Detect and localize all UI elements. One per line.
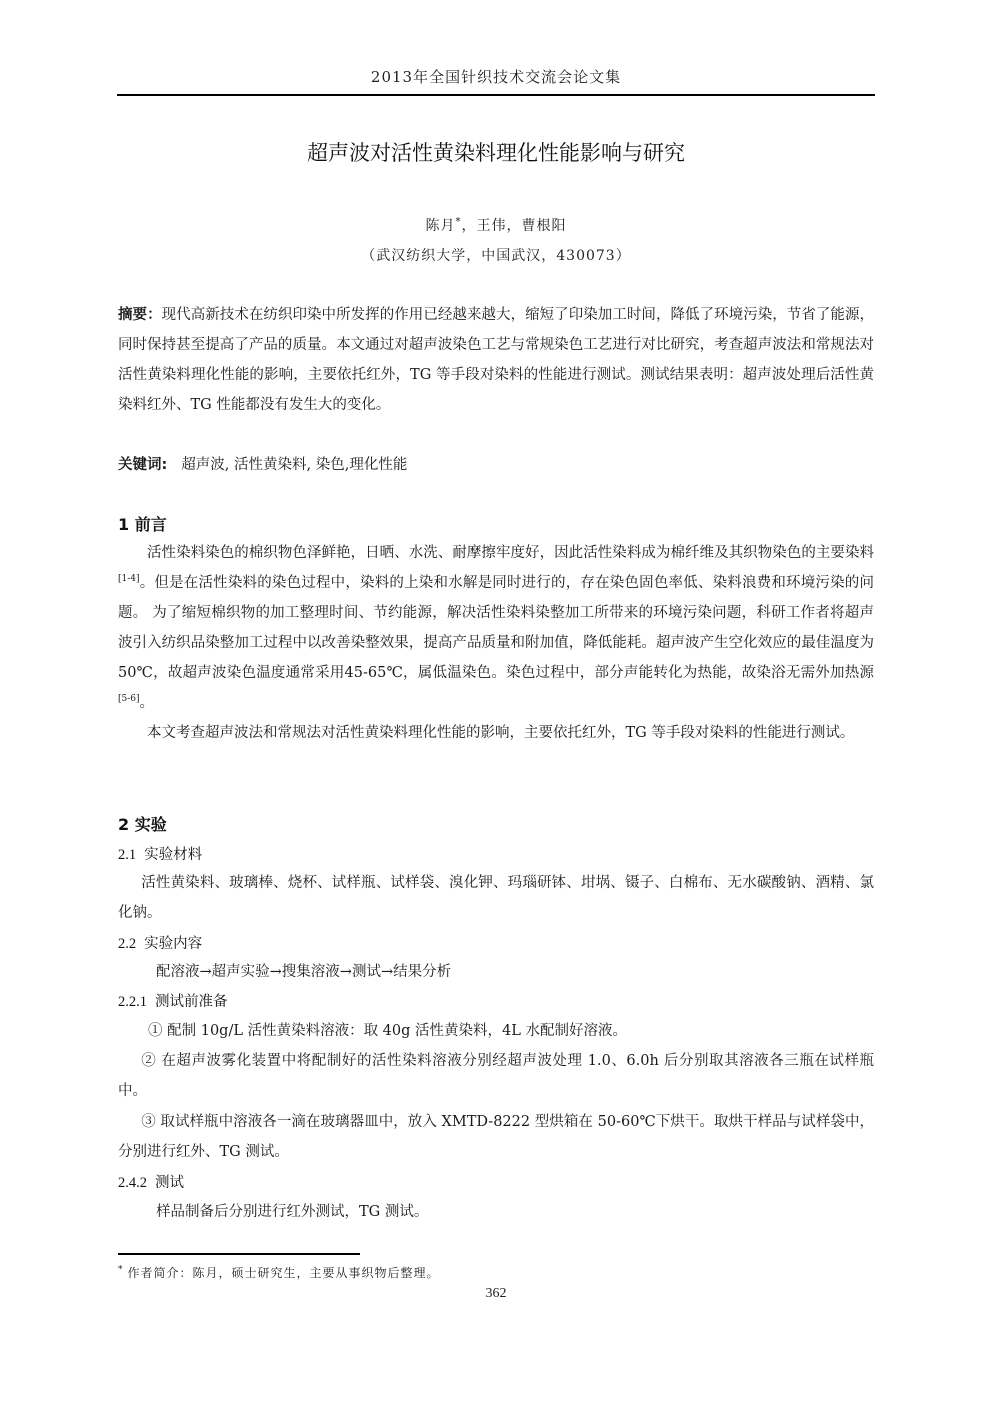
author-list [117, 215, 875, 235]
intro-paragraph-2: 本文考查超声波法和常规法对活性黄染料理化性能的影响，主要依托红外，TG 等手段对染料的性能进行测试。 [147, 725, 855, 741]
citation-1-4[interactable]: [1-4] [118, 574, 140, 584]
subsubsection-heading-test [118, 1171, 184, 1192]
footnote [118, 1264, 440, 1281]
test-paragraph: 样品制备后分别进行红外测试，TG 测试。 [156, 1204, 429, 1220]
running-head: 2013年全国针织技术交流会论文集 [370, 68, 622, 86]
intro-paragraph-1 [118, 538, 874, 718]
prep-step-3: ③ 取试样瓶中溶液各一滴在玻璃器皿中，放入 XMTD-8222 型烘箱在 50-60℃下烘干。取烘干样品与试样袋中，分别进行红外、TG 测试。 [118, 1114, 874, 1160]
subsection-number: 2.1 [118, 847, 137, 863]
keywords-label: 关键词: [118, 457, 168, 473]
citation-5-6[interactable]: [5-6] [118, 694, 140, 704]
abstract-label: 摘要： [118, 307, 162, 323]
subsection-title: 实验内容 [144, 936, 203, 952]
footnote-rule [118, 1253, 360, 1255]
corresponding-author-mark: * [455, 216, 462, 228]
section-heading-experiment: 2 实验 [118, 815, 167, 834]
materials-paragraph: 活性黄染料、玻璃棒、烧杯、试样瓶、试样袋、溴化钾、玛瑙研钵、坩埚、镊子、白棉布、无水碳酸钠、酒精、氯化钠。 [118, 875, 874, 921]
page-number: 362 [485, 1286, 507, 1301]
subsection-title: 实验材料 [144, 847, 203, 863]
prep-step-1: ① 配制 10g/L 活性黄染料溶液：取 40g 活性黄染料，4L 水配制好溶液。 [148, 1023, 627, 1039]
abstract [118, 300, 874, 420]
subsubsection-heading-prep [118, 990, 228, 1011]
footnote-mark: * [118, 1265, 124, 1275]
author-rest: ，王伟，曹根阳 [461, 218, 567, 234]
abstract-text: 现代高新技术在纺织印染中所发挥的作用已经越来越大，缩短了印染加工时间，降低了环境污染，节省了能源，同时保持甚至提高了产品的质量。本文通过对超声波染色工艺与常规染色工艺进行对比研究，考查超声波法和常规法对活性黄染料理化性能的影响，主要依托红外，TG 等手段对染料的性能进行测试。测试结果表明：超声波处理后活性黄染料红外、TG 性能都没有发生大的变化。 [118, 307, 875, 413]
footnote-text: 作者简介：陈月，硕士研究生，主要从事织物后整理。 [127, 1266, 440, 1280]
subsubsection-number: 2.2.1 [118, 994, 147, 1010]
keywords-text: 超声波, 活性黄染料, 染色,理化性能 [181, 457, 408, 473]
intro-text-b: 。但是在活性染料的染色过程中，染料的上染和水解是同时进行的，存在染色固色率低、染料浪费和环境污染的问题。 为了缩短棉织物的加工整理时间、节约能源，解决活性染料染整加工所带来的环境污染问题，科研工作者将超声波引入纺织品染整加工过程中以改善染整效果，提高产品质量和附加值，降低能耗。超声波产生空化效应的最佳温度为50℃，故超声波染色温度通常采用45-65℃，属低温染色。染色过程中，部分声能转化为热能，故染浴无需外加热源 [118, 575, 874, 681]
affiliation: （武汉纺织大学，中国武汉，430073） [361, 248, 631, 264]
section-heading-intro: 1 前言 [118, 515, 167, 534]
subsection-number: 2.2 [118, 936, 137, 952]
subsection-heading-content [118, 932, 202, 953]
subsubsection-number: 2.4.2 [118, 1175, 147, 1191]
author-first: 陈月 [425, 218, 456, 234]
header-rule [117, 94, 875, 96]
subsection-heading-materials [118, 843, 202, 864]
procedure-flow: 配溶液→超声实验→搜集溶液→测试→结果分析 [156, 964, 452, 980]
prep-step-2: ② 在超声波雾化装置中将配制好的活性染料溶液分别经超声波处理 1.0、6.0h 后分别取其溶液各三瓶在试样瓶中。 [118, 1053, 874, 1099]
intro-text-a: 活性染料染色的棉织物色泽鲜艳，日晒、水洗、耐摩擦牢度好，因此活性染料成为棉纤维及其织物染色的主要染料 [147, 545, 874, 561]
intro-text-c: 。 [139, 695, 155, 711]
keywords [118, 450, 874, 480]
paper-title: 超声波对活性黄染料理化性能影响与研究 [307, 141, 685, 165]
subsubsection-title: 测试 [155, 1175, 184, 1191]
subsubsection-title: 测试前准备 [155, 994, 228, 1010]
